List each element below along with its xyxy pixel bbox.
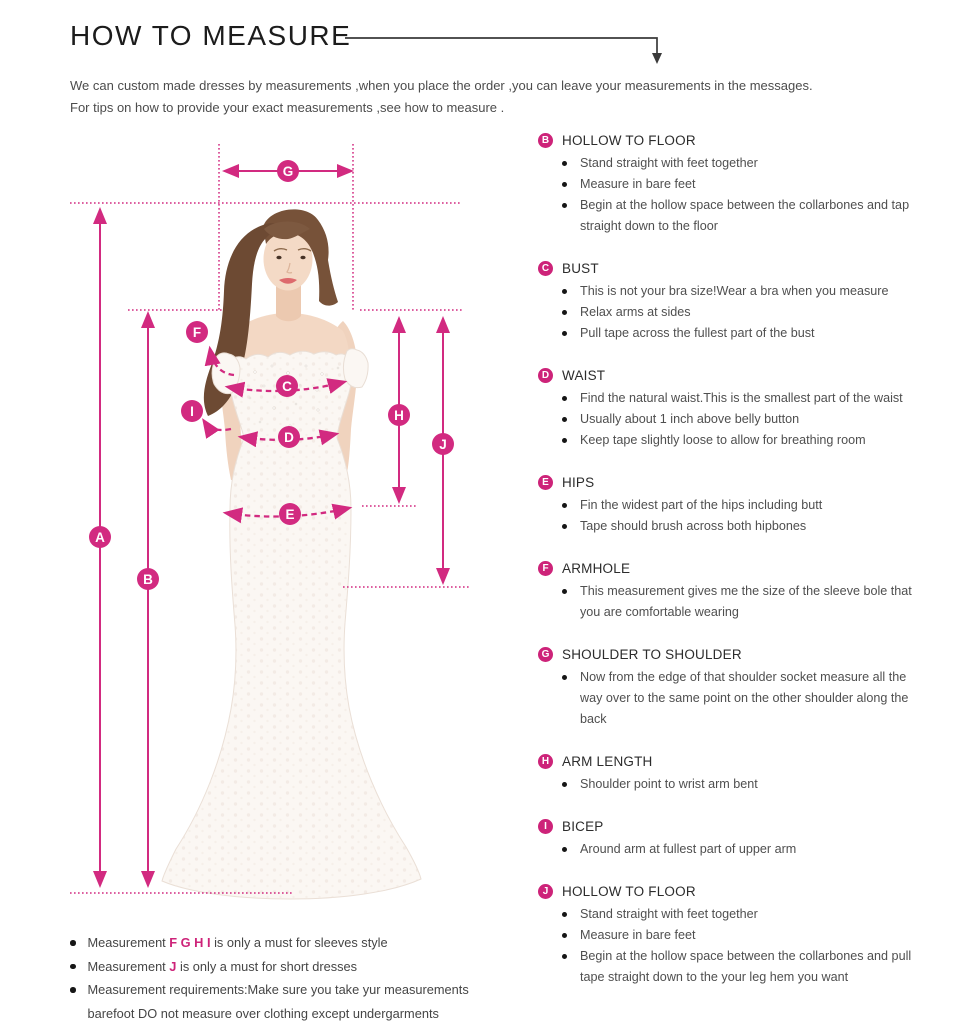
- bullet-dot: [562, 289, 567, 294]
- bullet-dot: [70, 987, 76, 993]
- bullet-item: Begin at the hollow space between the collarbones and tap straight down to the floor: [538, 195, 952, 237]
- bullet-dot: [562, 933, 567, 938]
- section-title: ARM LENGTH: [562, 754, 653, 769]
- page-title: HOW TO MEASURE: [70, 20, 352, 51]
- model-figure: [162, 209, 421, 899]
- measure-section-d: [538, 365, 952, 451]
- section-title: HIPS: [562, 475, 595, 490]
- bullet-item: Around arm at fullest part of upper arm: [538, 839, 952, 860]
- letter-badge: D: [538, 368, 553, 383]
- bullet-item: Measure in bare feet: [538, 925, 952, 946]
- label-f: [186, 321, 208, 343]
- bullet-dot: [562, 589, 567, 594]
- svg-text:H: H: [394, 408, 404, 423]
- bullet-item: This measurement gives me the size of the sleeve bole that you are comfortable wearing: [538, 581, 952, 623]
- measure-section-c: [538, 258, 952, 344]
- svg-text:B: B: [143, 572, 153, 587]
- svg-text:F: F: [192, 325, 202, 340]
- bullet-dot: [562, 203, 567, 208]
- letter-badge: H: [538, 754, 553, 769]
- letter-badge: F: [538, 561, 553, 576]
- bullet-dot: [562, 782, 567, 787]
- section-title: BICEP: [562, 819, 604, 834]
- letter-badge: J: [538, 884, 553, 899]
- bullet-item: Shoulder point to wrist arm bent: [538, 774, 952, 795]
- svg-text:E: E: [285, 507, 295, 522]
- section-title: SHOULDER TO SHOULDER: [562, 647, 742, 662]
- section-title: HOLLOW TO FLOOR: [562, 884, 696, 899]
- measure-section-h: [538, 751, 952, 795]
- letter-badge: C: [538, 261, 553, 276]
- bullet-dot: [562, 331, 567, 336]
- bullet-dot: [562, 847, 567, 852]
- measure-section-b: [538, 130, 952, 237]
- svg-text:D: D: [284, 430, 294, 445]
- footnote-item: Measurement J is only a must for short dresses: [70, 955, 530, 979]
- bullet-item: Begin at the hollow space between the collarbones and pull tape straight down to the your leg hem you want: [538, 946, 952, 988]
- bullet-item: This is not your bra size!Wear a bra when you measure: [538, 281, 952, 302]
- bullet-item: Pull tape across the fullest part of the bust: [538, 323, 952, 344]
- svg-text:I: I: [190, 404, 194, 419]
- measure-section-j: [538, 881, 952, 988]
- letter-badge: E: [538, 475, 553, 490]
- measure-section-f: [538, 558, 952, 623]
- measure-section-e: [538, 472, 952, 537]
- bullet-item: Usually about 1 inch above belly button: [538, 409, 952, 430]
- label-j: [432, 433, 454, 455]
- bullet-item: Fin the widest part of the hips including butt: [538, 495, 952, 516]
- bullet-dot: [562, 675, 567, 680]
- bullet-dot: [562, 954, 567, 959]
- label-c: [276, 375, 298, 397]
- label-e: [279, 503, 301, 525]
- label-b: [137, 568, 159, 590]
- bullet-item: Relax arms at sides: [538, 302, 952, 323]
- bullet-item: Keep tape slightly loose to allow for breathing room: [538, 430, 952, 451]
- bullet-dot: [562, 182, 567, 187]
- measure-section-g: [538, 644, 952, 730]
- footnote-item: Measurement F G H I is only a must for sleeves style: [70, 931, 530, 955]
- svg-text:G: G: [282, 164, 294, 179]
- label-i: [181, 400, 203, 422]
- svg-text:C: C: [282, 379, 292, 394]
- bullet-item: Stand straight with feet together: [538, 153, 952, 174]
- measure-section-i: [538, 816, 952, 860]
- letter-badge: G: [538, 647, 553, 662]
- bullet-dot: [562, 396, 567, 401]
- bullet-dot: [70, 964, 76, 970]
- bullet-dot: [562, 912, 567, 917]
- intro-line-2: For tips on how to provide your exact measurements ,see how to measure .: [70, 100, 505, 115]
- bullet-item: Stand straight with feet together: [538, 904, 952, 925]
- section-title: BUST: [562, 261, 599, 276]
- section-title: WAIST: [562, 368, 606, 383]
- title-pointer-arrow: [341, 26, 671, 72]
- bullet-item: Find the natural waist.This is the smallest part of the waist: [538, 388, 952, 409]
- label-g: [277, 160, 299, 182]
- bullet-dot: [562, 310, 567, 315]
- footnote-item: Measurement requirements:Make sure you take yur measurements barefoot DO not measure over clothing except undergarments: [70, 978, 530, 1025]
- section-title: HOLLOW TO FLOOR: [562, 133, 696, 148]
- label-h: [388, 404, 410, 426]
- bullet-dot: [562, 417, 567, 422]
- label-a: [89, 526, 111, 548]
- svg-text:A: A: [95, 530, 105, 545]
- bullet-item: Measure in bare feet: [538, 174, 952, 195]
- measure-sections: [538, 130, 952, 1009]
- bullet-dot: [562, 503, 567, 508]
- label-d: [278, 426, 300, 448]
- letter-badge: B: [538, 133, 553, 148]
- svg-text:J: J: [439, 437, 447, 452]
- bullet-dot: [562, 438, 567, 443]
- section-title: ARMHOLE: [562, 561, 631, 576]
- intro-line-1: We can custom made dresses by measurements ,when you place the order ,you can leave your measurements in the messages.: [70, 78, 813, 93]
- letter-badge: I: [538, 819, 553, 834]
- bullet-dot: [70, 940, 76, 946]
- bullet-item: Now from the edge of that shoulder socket measure all the way over to the same point on the other shoulder along the back: [538, 667, 952, 730]
- bullet-item: Tape should brush across both hipbones: [538, 516, 952, 537]
- measurement-diagram: [50, 130, 520, 930]
- footnotes: [70, 931, 530, 1025]
- bullet-dot: [562, 161, 567, 166]
- bullet-dot: [562, 524, 567, 529]
